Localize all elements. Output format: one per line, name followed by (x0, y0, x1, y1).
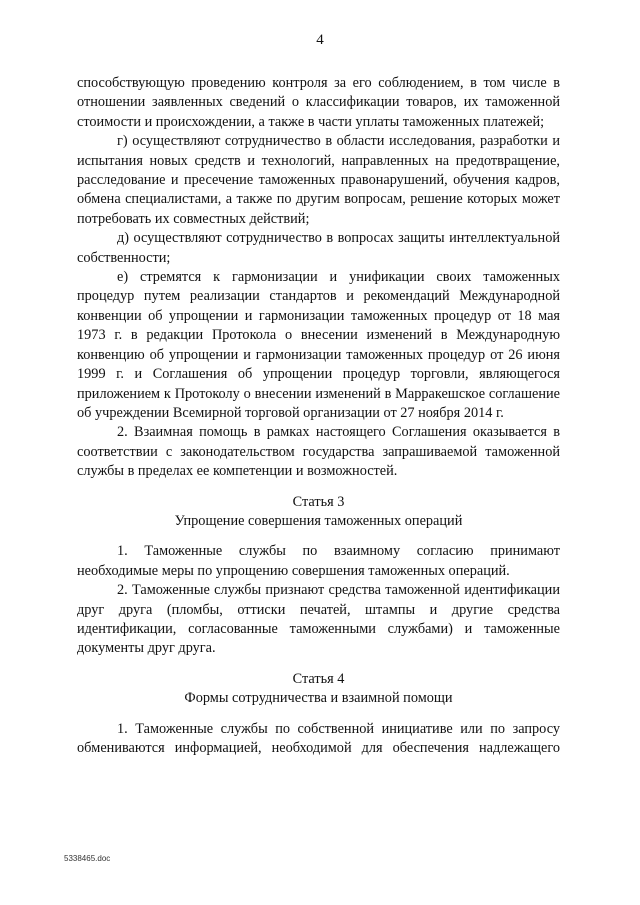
article-3-number: Статья 3 (292, 493, 345, 510)
article-4-number: Статья 4 (292, 670, 345, 687)
document-body (77, 74, 560, 758)
article-3-clause-1: 1. Таможенные службы по взаимному согласию принимают необходимые меры по упрощению совершения таможенных операций. (77, 543, 560, 579)
article-3-title: Упрощение совершения таможенных операций (174, 512, 463, 529)
page-number: 4 (316, 32, 324, 48)
paragraph-continued: способствующую проведению контроля за его соблюдением, в том числе в отношении заявленных сведений о классификации товаров, их таможенной стоимости и происхождении, а также в части уплаты таможенных платежей; (77, 75, 560, 130)
article-4-clause-1: 1. Таможенные службы по собственной инициативе или по запросу обмениваются информацией, необходимой для обеспечения надлежащего (77, 720, 560, 756)
article-3-clause-2: 2. Таможенные службы признают средства таможенной идентификации друг друга (пломбы, оттиски печатей, штампы и другие средства идентификации, согласованные таможенными службами) и таможенные документы друг друга. (77, 582, 560, 657)
paragraph-item-e: е) стремятся к гармонизации и унификации своих таможенных процедур путем реализации стандартов и рекомендаций Международной конвенции об упрощении и гармонизации таможенных процедур от 18 мая 1973 г. в редакции Протокола о внесении изменений в Международную конвенцию об упрощении и гармонизации таможенных процедур от 26 июня 1999 г. и Соглашения об упрощении процедур торговли, являющегося приложением к Протоколу о внесении изменений в Марракешское соглашение об учреждении Всемирной торговой организации от 27 ноября 2014 г. (77, 269, 560, 421)
paragraph-item-g: г) осуществляют сотрудничество в области исследования, разработки и испытания новых средств и технологий, направленных на предотвращение, расследование и пресечение таможенных правонарушений, обучения кадров, обмена специалистами, а также по другим вопросам, решение которых может потребовать их совместных действий; (77, 133, 560, 227)
article-4-title: Формы сотрудничества и взаимной помощи (184, 690, 453, 707)
file-name-footer: 5338465.doc (64, 854, 111, 863)
paragraph-item-d: д) осуществляют сотрудничество в вопросах защиты интеллектуальной собственности; (77, 230, 560, 266)
paragraph-clause-2: 2. Взаимная помощь в рамках настоящего Соглашения оказывается в соответствии с законодательством государства запрашиваемой таможенной службы в пределах ее компетенции и возможностей. (77, 424, 560, 480)
